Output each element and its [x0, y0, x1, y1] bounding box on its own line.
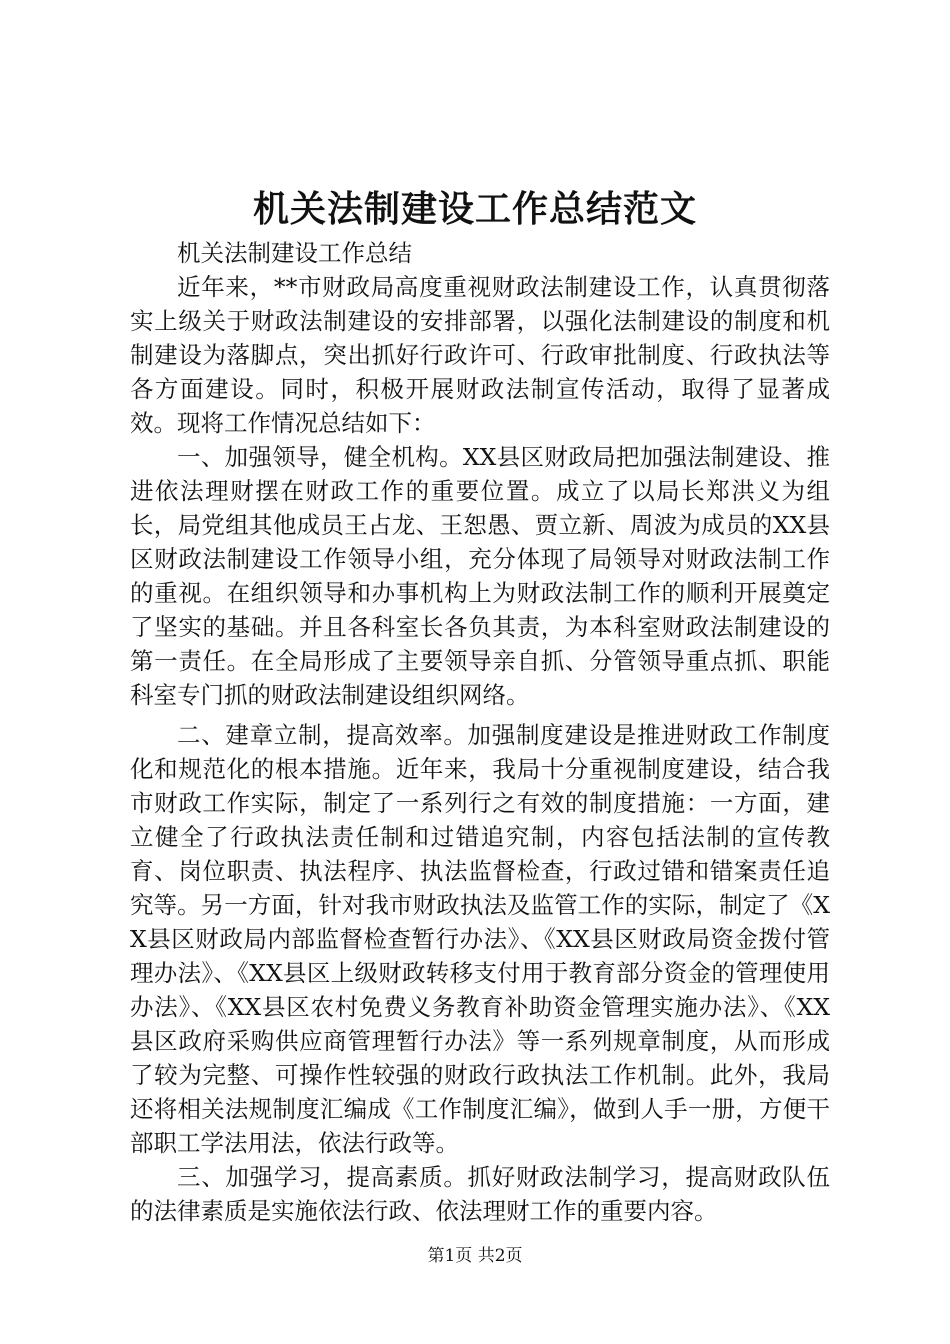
document-title: 机关法制建设工作总结范文	[252, 188, 697, 230]
paragraph-intro: 近年来，**市财政局高度重视财政法制建设工作，认真贯彻落实上级关于财政法制建设的安排部署，以强化法制建设的制度和机制建设为落脚点，突出抓好行政许可、行政审批制度、行政执法等各方面建设。同时，积极开展财政法制宣传活动，取得了显著成效。现将工作情况总结如下：	[130, 273, 830, 437]
paragraph-section-1: 一、加强领导，健全机构。XX县区财政局把加强法制建设、推进依法理财摆在财政工作的重要位置。成立了以局长郑洪义为组长，局党组其他成员王占龙、王恕愚、贾立新、周波为成员的XX县区财政法制建设工作领导小组，充分体现了局领导对财政法制工作的重视。在组织领导和办事机构上为财政法制工作的顺利开展奠定了坚实的基础。并且各科室长各负其责，为本科室财政法制建设的第一责任。在全局形成了主要领导亲自抓、分管领导重点抓、职能科室专门抓的财政法制建设组织网络。	[130, 443, 830, 709]
paragraph-section-3: 三、加强学习，提高素质。抓好财政法制学习，提高财政队伍的法律素质是实施依法行政、依法理财工作的重要内容。	[130, 1163, 830, 1225]
document-body	[130, 236, 830, 1228]
page-number-footer: 第1页 共2页	[427, 1246, 523, 1266]
paragraph-section-2: 二、建章立制，提高效率。加强制度建设是推进财政工作制度化和规范化的根本措施。近年来，我局十分重视制度建设，结合我市财政工作实际，制定了一系列行之有效的制度措施：一方面，建立健全了行政执法责任制和过错追究制，内容包括法制的宣传教育、岗位职责、执法程序、执法监督检查，行政过错和错案责任追究等。另一方面，针对我市财政执法及监管工作的实际，制定了《XX县区财政局内部监督检查暂行办法》、《XX县区财政局资金拨付管理办法》、《XX县区上级财政转移支付用于教育部分资金的管理使用办法》、《XX县区农村免费义务教育补助资金管理实施办法》、《XX县区政府采购供应商管理暂行办法》等一系列规章制度，从而形成了较为完整、可操作性较强的财政行政执法工作机制。此外，我局还将相关法规制度汇编成《工作制度汇编》，做到人手一册，方便干部职工学法用法，依法行政等。	[130, 721, 830, 1157]
document-subtitle: 机关法制建设工作总结	[177, 239, 412, 267]
